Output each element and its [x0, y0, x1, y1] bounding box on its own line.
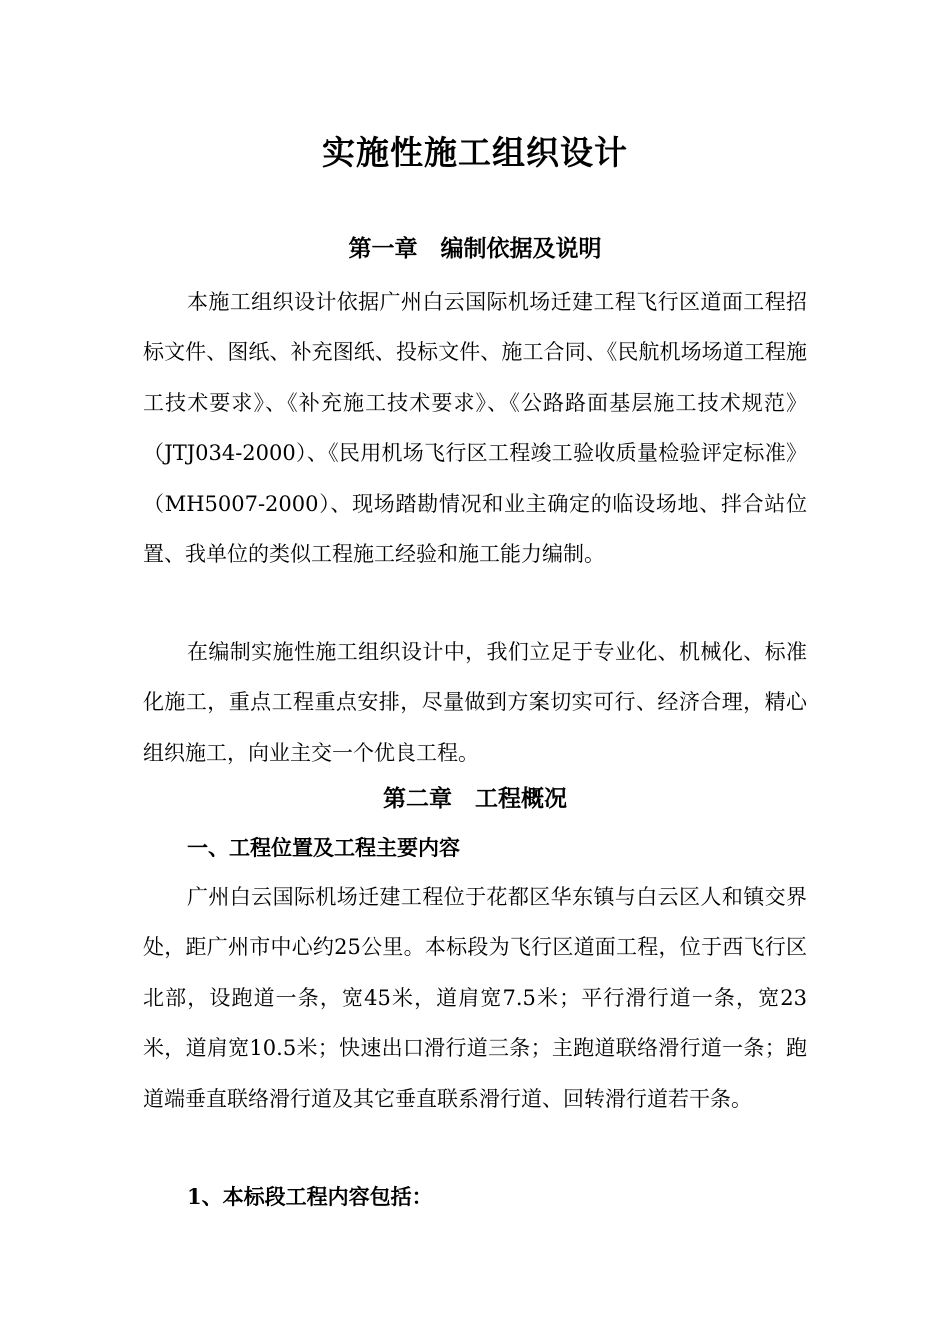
subsection-1-heading: 1、本标段工程内容包括：	[187, 1184, 433, 1209]
section-1-heading: 一、工程位置及工程主要内容	[187, 835, 460, 860]
section-1-paragraph: 广州白云国际机场迁建工程位于花都区华东镇与白云区人和镇交界处，距广州市中心约25公里。本标段为飞行区道面工程，位于西飞行区北部，设跑道一条，宽45米，道肩宽7.5米；平行滑行道一条，宽23米，道肩宽10.5米；快速出口滑行道三条；主跑道联络滑行道一条；跑道端垂直联络滑行道及其它垂直联系滑行道、回转滑行道若干条。	[143, 885, 807, 1111]
chapter-1-paragraph-2: 在编制实施性施工组织设计中，我们立足于专业化、机械化、标准化施工，重点工程重点安排，尽量做到方案切实可行、经济合理，精心组织施工，向业主交一个优良工程。	[143, 640, 807, 765]
chapter-1-paragraph-1: 本施工组织设计依据广州白云国际机场迁建工程飞行区道面工程招标文件、图纸、补充图纸、投标文件、施工合同、《民航机场场道工程施工技术要求》、《补充施工技术要求》、《公路路面基层施工技术规范》（JTJ034-2000）、《民用机场飞行区工程竣工验收质量检验评定标准》（MH5007-2000）、现场踏勘情况和业主确定的临设场地、拌合站位置、我单位的类似工程施工经验和施工能力编制。	[143, 290, 807, 567]
chapter-2-heading: 第二章 工程概况	[383, 785, 567, 812]
document-title: 实施性施工组织设计	[322, 133, 628, 172]
chapter-1-heading: 第一章 编制依据及说明	[348, 235, 602, 262]
